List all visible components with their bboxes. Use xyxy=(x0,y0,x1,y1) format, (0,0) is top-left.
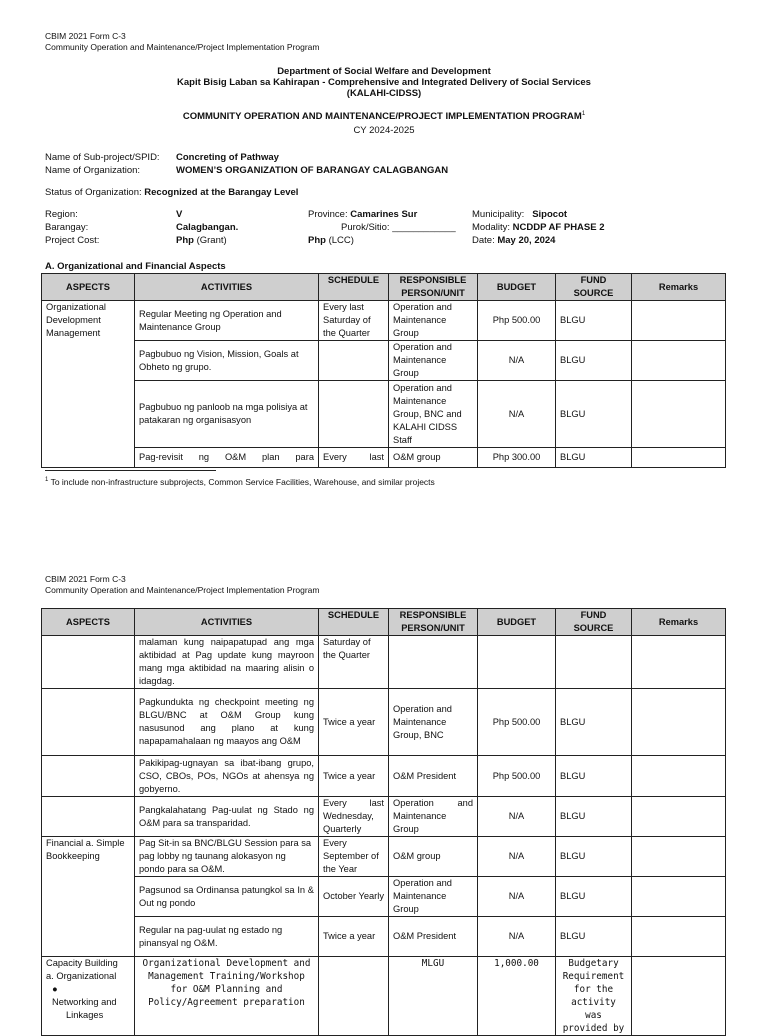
fund-source-header: FUND SOURCE xyxy=(556,274,632,301)
activity-cell: Pagkundukta ng checkpoint meeting ng BLGU/BNC at O&M Group kung nasusunod ang plano at kung napapamahalaan ng maayos ang O&M xyxy=(135,689,319,756)
table-row xyxy=(42,636,726,689)
table-row xyxy=(42,837,726,877)
responsible-cell: Operation and Maintenance Group xyxy=(389,797,478,837)
subproject-value: Concreting of Pathway xyxy=(176,152,279,163)
activity-cell: Pangkalahatang Pag-uulat ng Stado ng O&M para sa transparidad. xyxy=(135,797,319,837)
subproject-label: Name of Sub-project/SPID: xyxy=(45,152,160,163)
remarks-header: Remarks xyxy=(632,274,726,301)
region-label: Region: xyxy=(45,209,78,220)
aspect-cell xyxy=(42,797,135,837)
activity-cell: Pagbubuo ng Vision, Mission, Goals at Obheto ng grupo. xyxy=(135,341,319,381)
fund-cell: BLGU xyxy=(556,381,632,448)
bullet-icon: ● xyxy=(52,984,58,994)
form-code: CBIM 2021 Form C-3 xyxy=(45,31,126,41)
barangay-value: Calagbangan. xyxy=(176,222,239,233)
table-row xyxy=(42,917,726,957)
responsible-cell: O&M group xyxy=(389,448,478,468)
program-acronym: (KALAHI-CIDSS) xyxy=(346,88,422,99)
schedule-cell: Every last Wednesday, Quarterly xyxy=(319,797,389,837)
budget-cell: Php 500.00 xyxy=(478,301,556,341)
calendar-year: CY 2024-2025 xyxy=(353,125,415,136)
budget-cell: 1,000.00 xyxy=(478,957,556,1036)
budget-cell: N/A xyxy=(478,797,556,837)
budget-cell: Php 500.00 xyxy=(478,756,556,797)
remarks-cell xyxy=(632,797,726,837)
table-row xyxy=(42,797,726,837)
fund-cell: BLGU xyxy=(556,917,632,957)
schedule-cell xyxy=(319,381,389,448)
table-row xyxy=(42,689,726,756)
budget-header: BUDGET xyxy=(478,274,556,301)
schedule-cell: Saturday of the Quarter xyxy=(319,636,389,689)
remarks-cell xyxy=(632,381,726,448)
budget-cell: N/A xyxy=(478,877,556,917)
aspect-cell xyxy=(42,756,135,797)
table-header-row xyxy=(42,274,726,301)
region-value: V xyxy=(176,209,183,220)
footnote: $^1$ To include non-infrastructure subprojects, Common Service Facilities, Warehouse, and similar projects xyxy=(45,476,435,487)
date-field: Date: May 20, 2024 xyxy=(472,235,556,246)
budget-cell: N/A xyxy=(478,381,556,448)
aspect-cell: Organizational Development Management xyxy=(42,301,135,468)
responsible-header: RESPONSIBLE PERSON/UNIT xyxy=(389,274,478,301)
table-row xyxy=(42,877,726,917)
form-code-page2: CBIM 2021 Form C-3 xyxy=(45,574,126,584)
fund-cell: BLGU xyxy=(556,797,632,837)
footnote-separator xyxy=(45,470,216,471)
fund-cell xyxy=(556,636,632,689)
fund-source-header: FUND SOURCE xyxy=(556,609,632,636)
municipality-field: Municipality: Sipocot xyxy=(472,209,568,220)
purok-field: Purok/Sitio: ____________ xyxy=(341,222,456,233)
form-title-page2: Community Operation and Maintenance/Project Implementation Program xyxy=(45,585,320,595)
remarks-cell xyxy=(632,837,726,877)
responsible-cell: Operation and Maintenance Group, BNC xyxy=(389,689,478,756)
program-table-page2 xyxy=(41,608,726,1036)
budget-cell: Php 300.00 xyxy=(478,448,556,468)
budget-cell xyxy=(478,636,556,689)
activities-header: ACTIVITIES xyxy=(135,609,319,636)
activity-cell: Pagbubuo ng panloob na mga polisiya at patakaran ng organisasyon xyxy=(135,381,319,448)
modality-field: Modality: NCDDP AF PHASE 2 xyxy=(472,222,605,233)
schedule-cell: Every last Saturday of the Quarter xyxy=(319,301,389,341)
organization-label: Name of Organization: xyxy=(45,165,141,176)
table-header-row xyxy=(42,609,726,636)
responsible-cell: Operation and Maintenance Group, BNC and KALAHI CIDSS Staff xyxy=(389,381,478,448)
remarks-cell xyxy=(632,917,726,957)
form-title: Community Operation and Maintenance/Project Implementation Program xyxy=(45,42,320,52)
fund-cell: BLGU xyxy=(556,689,632,756)
barangay-label: Barangay: xyxy=(45,222,89,233)
responsible-cell: Operation and Maintenance Group xyxy=(389,341,478,381)
remarks-cell xyxy=(632,448,726,468)
status-field: Status of Organization: Recognized at the Barangay Level xyxy=(45,187,299,198)
activity-cell: Pakikipag-ugnayan sa ibat-ibang grupo, CSO, CBOs, POs, NGOs at ahensya ng gobyerno. xyxy=(135,756,319,797)
budget-cell: N/A xyxy=(478,837,556,877)
responsible-cell: O&M President xyxy=(389,917,478,957)
responsible-cell: O&M President xyxy=(389,756,478,797)
program-name: Kapit Bisig Laban sa Kahirapan - Comprehensive and Integrated Delivery of Social Services xyxy=(177,77,591,88)
schedule-cell: Twice a year xyxy=(319,689,389,756)
remarks-cell xyxy=(632,756,726,797)
province-field: Province: Camarines Sur xyxy=(308,209,418,220)
schedule-header: SCHEDULE xyxy=(319,609,389,636)
responsible-cell: MLGU xyxy=(389,957,478,1036)
schedule-cell: Twice a year xyxy=(319,756,389,797)
aspects-header: ASPECTS xyxy=(42,609,135,636)
table-row xyxy=(42,448,726,468)
fund-cell: Budgetary Requirement for the activity was provided by xyxy=(556,957,632,1036)
activities-header: ACTIVITIES xyxy=(135,274,319,301)
organization-value: WOMEN’S ORGANIZATION OF BARANGAY CALAGBANGAN xyxy=(176,165,449,176)
schedule-header: SCHEDULE xyxy=(319,274,389,301)
schedule-cell: Every last xyxy=(319,448,389,468)
financial-aspect-cell: Financial a. Simple Bookkeeping xyxy=(42,837,135,957)
fund-cell: BLGU xyxy=(556,837,632,877)
table-row xyxy=(42,341,726,381)
remarks-cell xyxy=(632,877,726,917)
project-cost-label: Project Cost: xyxy=(45,235,100,246)
section-a-heading: A. Organizational and Financial Aspects xyxy=(45,261,226,272)
responsible-cell: O&M group xyxy=(389,837,478,877)
budget-cell: Php 500.00 xyxy=(478,689,556,756)
budget-cell: N/A xyxy=(478,341,556,381)
activity-cell: malaman kung naipapatupad ang mga aktibidad at Pag update kung mayroon mang mga aktibidad na maaring alisin o idagdag. xyxy=(135,636,319,689)
responsible-cell: Operation and Maintenance Group xyxy=(389,301,478,341)
fund-cell: BLGU xyxy=(556,341,632,381)
table-row xyxy=(42,381,726,448)
activity-cell: Organizational Development and Management Training/Workshop for O&M Planning and Policy/Agreement preparation xyxy=(135,957,319,1036)
aspect-cell xyxy=(42,689,135,756)
aspect-cell xyxy=(42,636,135,689)
activity-cell: Regular na pag-uulat ng estado ng pinansyal ng O&M. xyxy=(135,917,319,957)
activity-cell: Regular Meeting ng Operation and Maintenance Group xyxy=(135,301,319,341)
table-row xyxy=(42,301,726,341)
responsible-header: RESPONSIBLE PERSON/UNIT xyxy=(389,609,478,636)
activity-cell: Pag Sit-in sa BNC/BLGU Session para sa pag lobby ng taunang alokasyon ng pondo para sa O&M. xyxy=(135,837,319,877)
activity-cell: Pag-revisit ng O&M plan para xyxy=(135,448,319,468)
capacity-aspect-line2: a. Organizational xyxy=(46,971,117,981)
project-cost-lcc: Php (LCC) xyxy=(308,235,354,246)
schedule-cell: Every September of the Year xyxy=(319,837,389,877)
schedule-cell xyxy=(319,341,389,381)
remarks-cell xyxy=(632,341,726,381)
schedule-cell: October Yearly xyxy=(319,877,389,917)
budget-cell: N/A xyxy=(478,917,556,957)
remarks-cell xyxy=(632,689,726,756)
fund-cell: BLGU xyxy=(556,877,632,917)
aspects-header: ASPECTS xyxy=(42,274,135,301)
project-cost-grant: Php (Grant) xyxy=(176,235,227,246)
responsible-cell: Operation and Maintenance Group xyxy=(389,877,478,917)
remarks-header: Remarks xyxy=(632,609,726,636)
fund-cell: BLGU xyxy=(556,301,632,341)
fund-cell: BLGU xyxy=(556,756,632,797)
remarks-cell xyxy=(632,301,726,341)
activity-cell: Pagsunod sa Ordinansa patungkol sa In & Out ng pondo xyxy=(135,877,319,917)
agency-name: Department of Social Welfare and Development xyxy=(277,66,491,77)
fund-cell: BLGU xyxy=(556,448,632,468)
remarks-cell xyxy=(632,636,726,689)
schedule-cell: Twice a year xyxy=(319,917,389,957)
responsible-cell xyxy=(389,636,478,689)
document-title: COMMUNITY OPERATION AND MAINTENANCE/PROJECT IMPLEMENTATION PROGRAM$^1$ xyxy=(182,111,586,123)
networking-bullet-item: ●Networking and Linkages xyxy=(52,984,117,1020)
table-row xyxy=(42,756,726,797)
capacity-aspect-line1: Capacity Building xyxy=(46,958,118,968)
program-table-page1 xyxy=(41,273,726,468)
budget-header: BUDGET xyxy=(478,609,556,636)
